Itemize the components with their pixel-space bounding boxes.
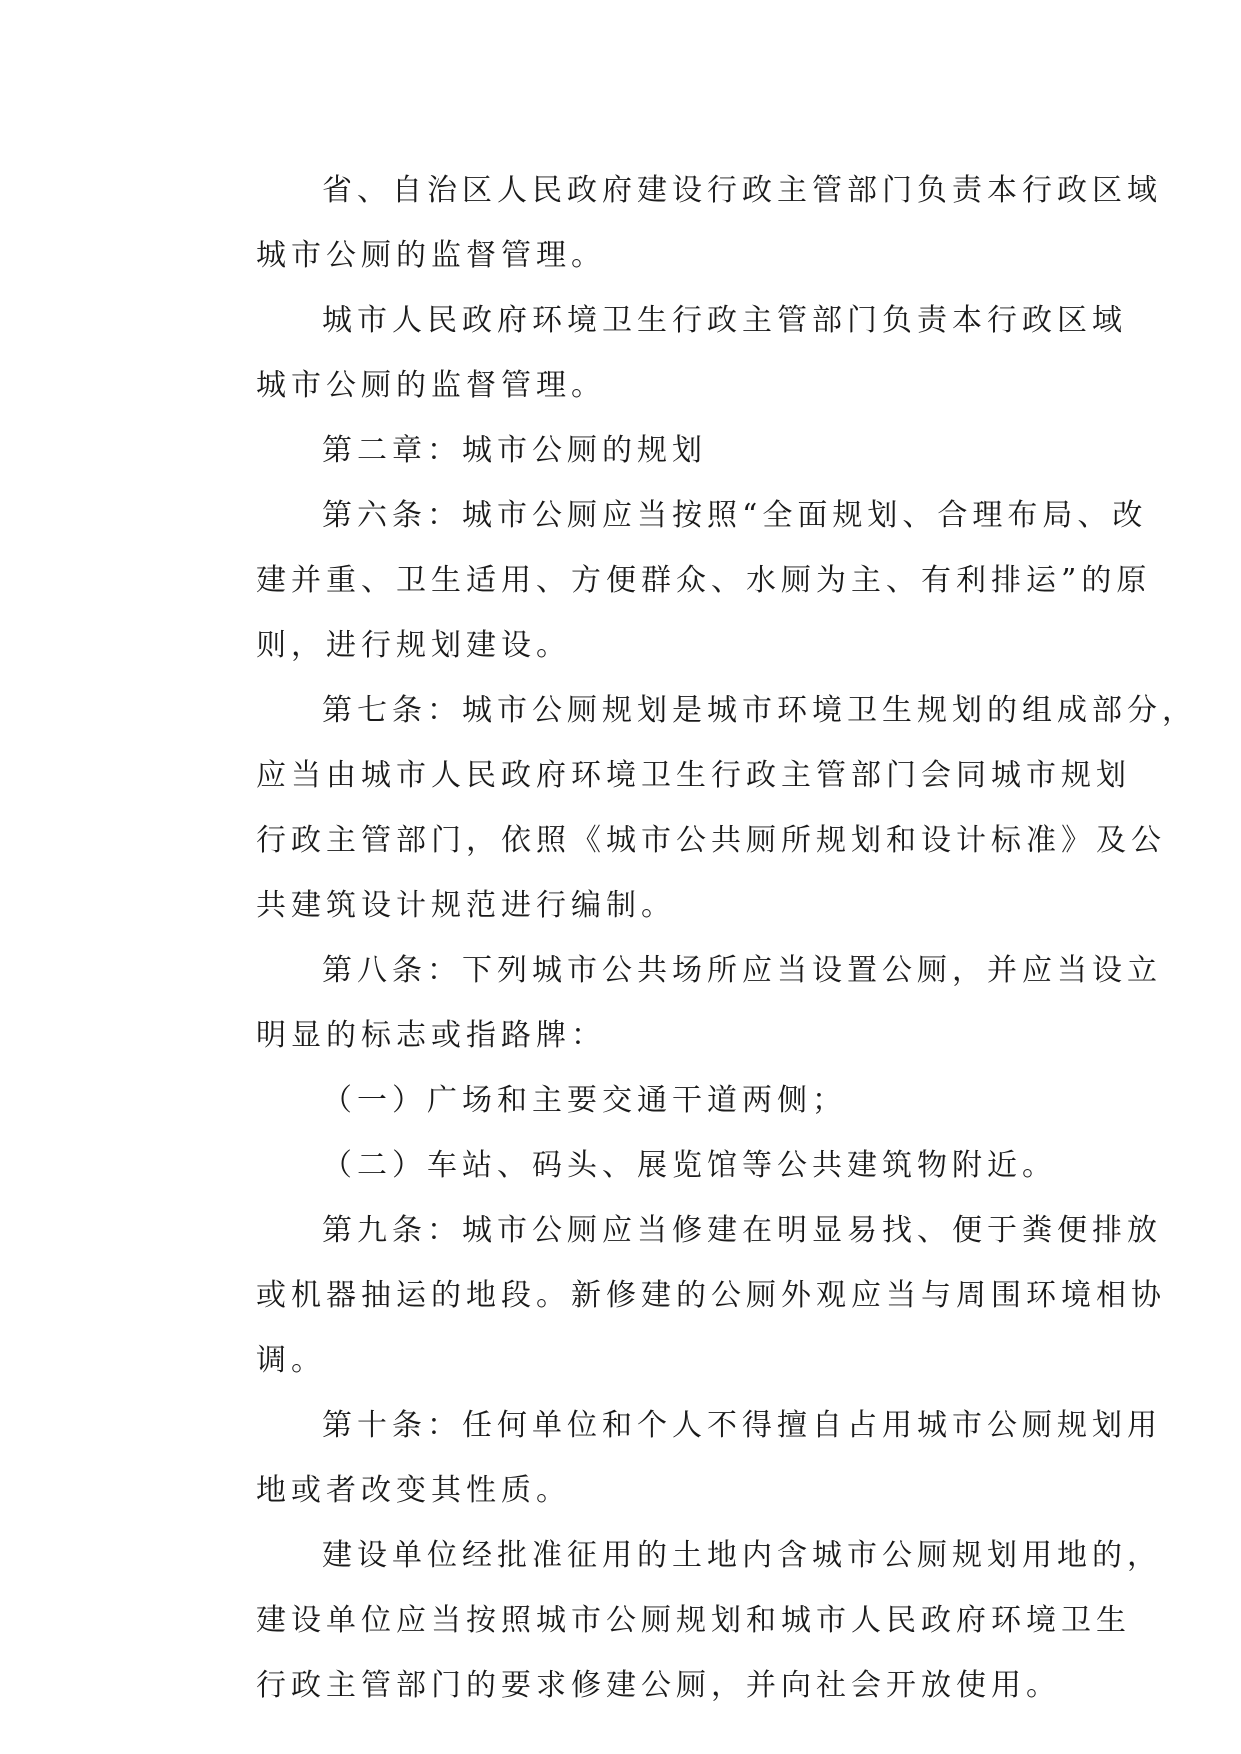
chapter-title: 第二章：城市公厕的规划 [322, 433, 707, 468]
paragraph-city-supervision [190, 288, 1127, 418]
paragraph-provincial-supervision [190, 158, 1162, 288]
text-line: 建并重、卫生适用、方便群众、水厕为主、有利排运”的原 [256, 563, 1152, 598]
text-line: 行政主管部门的要求修建公厕，并向社会开放使用。 [256, 1668, 1061, 1703]
text-line: 建设单位经批准征用的土地内含城市公厕规划用地的， [322, 1538, 1162, 1573]
article-10-paragraph-2 [190, 1523, 1162, 1718]
text-line: 调。 [256, 1343, 326, 1378]
text-line: 城市公厕的监督管理。 [256, 238, 606, 273]
list-item: （一）广场和主要交通干道两侧； [322, 1083, 847, 1118]
list-item: （二）车站、码头、展览馆等公共建筑物附近。 [322, 1148, 1057, 1183]
text-line: 应当由城市人民政府环境卫生行政主管部门会同城市规划 [256, 758, 1131, 793]
article-8-item-1 [190, 1068, 1048, 1133]
text-line: 行政主管部门，依照《城市公共厕所规划和设计标准》及公 [256, 823, 1166, 858]
article-10 [190, 1393, 1162, 1523]
text-line: 第八条：下列城市公共场所应当设置公厕，并应当设立 [322, 953, 1162, 988]
text-line: 城市公厕的监督管理。 [256, 368, 606, 403]
text-line: 建设单位应当按照城市公厕规划和城市人民政府环境卫生 [256, 1603, 1131, 1638]
text-line: 第十条：任何单位和个人不得擅自占用城市公厕规划用 [322, 1408, 1162, 1443]
text-line: 第七条：城市公厕规划是城市环境卫生规划的组成部分， [322, 693, 1197, 728]
article-8-item-2 [190, 1133, 1057, 1198]
article-7 [190, 678, 1197, 938]
text-line: 省、自治区人民政府建设行政主管部门负责本行政区域 [322, 173, 1162, 208]
article-8 [190, 938, 1162, 1068]
text-line: 共建筑设计规范进行编制。 [256, 888, 676, 923]
article-6 [190, 483, 1152, 678]
article-9 [190, 1198, 1166, 1393]
text-line: 第九条：城市公厕应当修建在明显易找、便于粪便排放 [322, 1213, 1162, 1248]
text-line: 城市人民政府环境卫生行政主管部门负责本行政区域 [322, 303, 1127, 338]
text-line: 地或者改变其性质。 [256, 1473, 571, 1508]
document-body [190, 158, 1197, 1718]
text-line: 第六条：城市公厕应当按照“全面规划、合理布局、改 [322, 498, 1148, 533]
text-line: 则，进行规划建设。 [256, 628, 571, 663]
text-line: 或机器抽运的地段。新修建的公厕外观应当与周围环境相协 [256, 1278, 1166, 1313]
chapter-heading [190, 418, 1048, 483]
text-line: 明显的标志或指路牌： [256, 1018, 606, 1053]
